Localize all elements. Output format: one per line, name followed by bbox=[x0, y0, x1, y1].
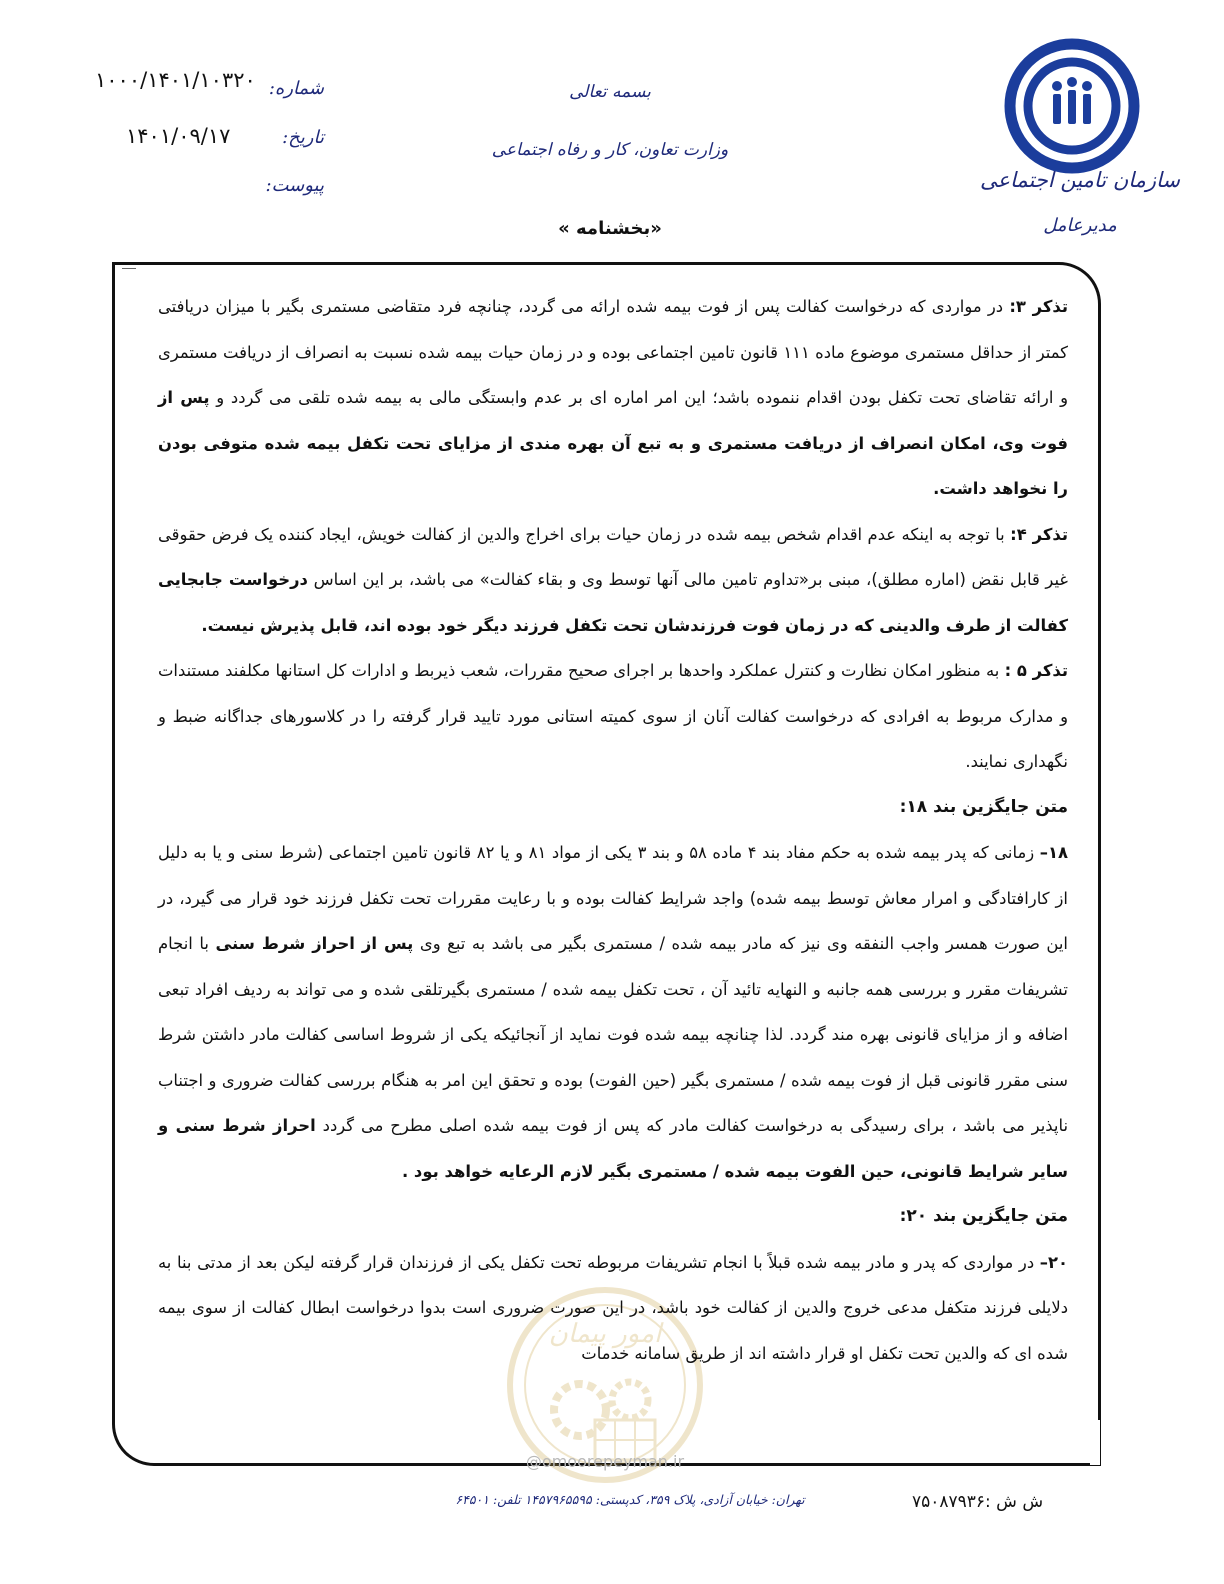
clause-18-bold-2: احراز شرط سنی و سایر شرایط قانونی، حین الفوت بیمه شده / مستمری بگیر لازم الرعایه خواهد بود . bbox=[158, 1116, 1068, 1181]
note-5 bbox=[158, 648, 1068, 785]
watermark-script: امور پیمان bbox=[548, 1319, 662, 1349]
footer-code: ش ش :۷۵۰۸۷۹۳۶ bbox=[912, 1492, 1044, 1512]
clause-18 bbox=[158, 830, 1068, 1194]
clause-20 bbox=[158, 1240, 1068, 1377]
number-label: شماره: bbox=[268, 78, 324, 99]
clause-18-text-1: زمانی که پدر بیمه شده به حکم مفاد بند ۴ ماده ۵۸ و بند ۳ یکی از مواد ۸۱ و یا ۸۲ قانون تامین اجتماعی (شرط سنی و یا به دلیل از کارافتادگی و امرار معاش توسط بیمه شده) واجد شرایط کفالت بوده و با رعایت مقررات تحت تکفل فرزند خود قرار می گیرد، در این صورت همسر واجب النفقه وی نیز که مادر بیمه شده / مستمری بگیر می باشد به تبع وی bbox=[158, 843, 1068, 953]
note-3-bold: پس از فوت وی، امکان انصراف از دریافت مستمری و به تبع آن بهره مندی از مزایای تحت تکفل بیمه شده متوفی بودن را نخواهد داشت. bbox=[158, 388, 1068, 498]
date-label: تاریخ: bbox=[282, 127, 324, 148]
note-3 bbox=[158, 284, 1068, 512]
signatory-title: مدیرعامل bbox=[1043, 215, 1117, 236]
note-4-bold: درخواست جابجایی کفالت از طرف والدینی که در زمان فوت فرزندشان تحت تکفل فرزند دیگر خود بوده اند، قابل پذیرش نیست. bbox=[158, 570, 1068, 635]
clause-18-number: ۱۸– bbox=[1039, 843, 1068, 862]
frame-gap bbox=[1090, 1420, 1100, 1465]
note-5-title: تذکر ۵ : bbox=[1004, 661, 1068, 680]
letter-date: ۱۴۰۱/۰۹/۱۷ bbox=[126, 124, 231, 148]
organization-name: سازمان تامین اجتماعی bbox=[979, 168, 1181, 192]
clause-20-text: در مواردی که پدر و مادر بیمه شده قبلاً با انجام تشریفات مربوطه تحت تکفل یکی از فرزندان قرار گرفته لیکن بعد از مدتی بنا به دلایلی فرزند متکفل مدعی خروج والدین از کفالت خود باشد، در این صورت ضروری است بدوا درخواست ابطال کفالت از سوی بیمه شده ای که والدین تحت تکفل او قرار داشته اند از طریق سامانه خدمات bbox=[158, 1252, 1068, 1363]
ministry-name: وزارت تعاون، کار و رفاه اجتماعی bbox=[491, 140, 729, 160]
clause-18-heading: متن جایگزین بند ۱۸: bbox=[899, 796, 1068, 817]
social-security-logo bbox=[1004, 38, 1140, 174]
note-4 bbox=[158, 512, 1068, 649]
footer-address: تهران: خیابان آزادی، پلاک ۳۵۹، کدپستی: ۱۴۵۷۹۶۵۵۹۵ تلفن: ۶۴۵۰۱ bbox=[455, 1492, 805, 1507]
clause-20-heading: متن جایگزین بند ۲۰: bbox=[899, 1206, 1068, 1226]
bulletin-body bbox=[158, 284, 1068, 1376]
invocation: بسمه تعالی bbox=[569, 82, 651, 102]
note-3-text: در مواردی که درخواست کفالت پس از فوت بیمه شده ارائه می گردد، چنانچه فرد متقاضی مستمری بگیر با میزان دریافتی کمتر از حداقل مستمری موضوع ماده ۱۱۱ قانون تامین اجتماعی بوده و در زمان حیات بیمه شده نسبت به انصراف از دریافت مستمری و ارائه تقاضای تحت تکفل بودن اقدام ننموده باشد؛ این امر اماره ای بر عدم وابستگی مالی به بیمه شده تلقی می گردد و bbox=[158, 297, 1068, 407]
attachment-label: پیوست: bbox=[265, 175, 324, 196]
note-5-text: به منظور امکان نظارت و کنترل عملکرد واحدها بر اجرای صحیح مقررات، شعب ذیربط و ادارات کل استانها مکلفند مستندات و مدارک مربوط به افرادی که درخواست کفالت آنان از سوی کمیته استانی مورد تایید قرار گرفته را در کلاسورهای جداگانه ضبط و نگهداری نمایند. bbox=[158, 661, 1068, 771]
clause-18-text-2: با انجام تشریفات مقرر و بررسی همه جانبه و النهایه تائید آن ، تحت تکفل بیمه شده / مستمری بگیرتلقی شده و می تواند به ردیف افراد تبعی اضافه و از مزایای قانونی بهره مند گردد. لذا چنانچه بیمه شده فوت نماید از آنجائیکه یکی از شروط اساسی کفالت مادر داشتن شرط سنی مقرر قانونی قبل از فوت بیمه شده / مستمری بگیر (حین الفوت) بوده و تحقق این امر به هنگام بررسی کفالت ضروری و اجتناب ناپذیر می باشد ، برای رسیدگی به درخواست کفالت مادر که پس از فوت بیمه شده اصلی مطرح می گردد bbox=[158, 934, 1069, 1135]
watermark-site: @omoorepeyman.ir bbox=[525, 1452, 685, 1471]
clause-20-number: ۲۰– bbox=[1039, 1252, 1068, 1272]
note-4-text: با توجه به اینکه عدم اقدام شخص بیمه شده در زمان حیات برای اخراج والدین از کفالت خویش، ایجاد کننده یک فرض حقوقی غیر قابل نقض (اماره مطلق)، مبنی بر«تداوم تامین مالی آنها توسط وی و بقاء کفالت» می باشد، بر این اساس bbox=[158, 524, 1068, 589]
letterhead bbox=[0, 0, 1224, 270]
clause-18-bold-1: پس از احراز شرط سنی bbox=[215, 934, 414, 953]
document-type: «بخشنامه » bbox=[558, 218, 662, 239]
letter-number: ۱۰۰۰/۱۴۰۱/۱۰۳۲۰ bbox=[95, 68, 256, 92]
note-3-title: تذکر ۳: bbox=[1009, 297, 1068, 316]
note-4-title: تذکر ۴: bbox=[1010, 524, 1069, 544]
